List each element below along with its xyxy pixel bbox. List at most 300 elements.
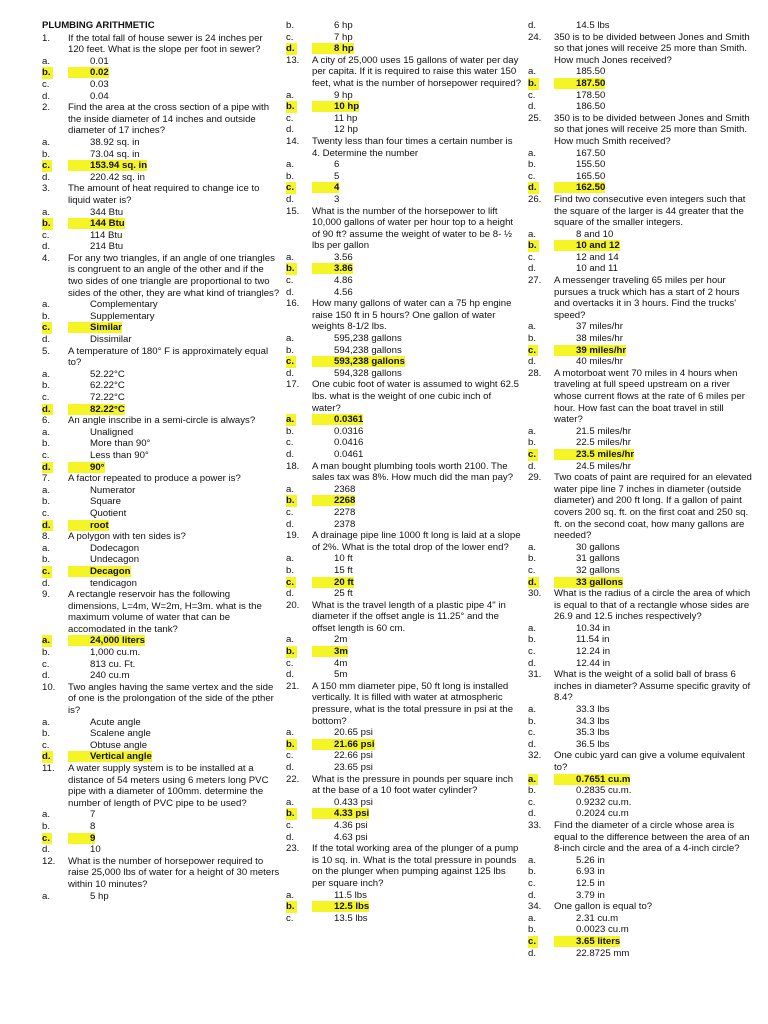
question	[42, 183, 280, 206]
answer-option	[528, 623, 754, 635]
answer-option	[528, 252, 754, 264]
option-text: 14.5 lbs	[576, 20, 610, 31]
option-text: 185.50	[576, 66, 606, 78]
question-text: Two angles having the same vertex and the side of one is the prolongation of the side of the pther is?	[68, 681, 274, 717]
question-block	[42, 531, 280, 589]
option-text: Numerator	[90, 484, 136, 496]
question-number: 31.	[528, 669, 542, 681]
option-letter: b.	[528, 866, 537, 878]
column-2	[286, 20, 522, 924]
answer-option-highlighted	[528, 78, 754, 90]
option-letter: a.	[286, 89, 295, 101]
answer-option	[42, 647, 280, 659]
answer-option	[42, 241, 280, 253]
answer-option	[286, 913, 522, 925]
question	[528, 275, 754, 321]
option-letter: a.	[528, 704, 537, 716]
answer-option-highlighted	[42, 566, 280, 578]
option-text: 10 ft	[334, 553, 353, 565]
option-letter: c.	[42, 565, 51, 577]
question-block	[528, 820, 754, 901]
answer-option	[528, 229, 754, 241]
question-number: 5.	[42, 345, 51, 357]
answer-option	[286, 890, 522, 902]
option-letter: a.	[286, 889, 295, 901]
question-text: A temperature of 180° F is approximately equal to?	[68, 345, 269, 369]
answer-option	[42, 299, 280, 311]
question-number: 18.	[286, 460, 300, 472]
answer-option	[528, 808, 754, 820]
answer-option-highlighted	[42, 67, 280, 79]
question-block	[42, 33, 280, 103]
option-letter: c.	[286, 750, 294, 762]
option-text: 10 and 12	[554, 240, 620, 251]
option-text: 12 and 14	[576, 251, 619, 263]
answer-option	[42, 670, 280, 682]
question	[286, 600, 522, 635]
answer-option	[42, 508, 280, 520]
option-letter: c.	[286, 437, 294, 449]
option-text: 52.22°C	[90, 368, 125, 380]
question-number: 30.	[528, 588, 542, 600]
answer-option	[286, 124, 522, 136]
answer-option	[42, 137, 280, 149]
question-block	[286, 20, 522, 55]
option-text: 344 Btu	[90, 206, 124, 218]
question	[286, 206, 522, 252]
option-letter: a.	[42, 299, 51, 311]
answer-option	[42, 717, 280, 729]
question	[528, 368, 754, 426]
answer-option	[42, 740, 280, 752]
option-letter: b.	[286, 425, 295, 437]
answer-option-highlighted	[42, 520, 280, 532]
answer-option-highlighted	[286, 901, 522, 913]
option-letter: a.	[286, 553, 295, 565]
question-number: 17.	[286, 379, 300, 391]
option-letter: d.	[528, 182, 537, 194]
question	[42, 346, 280, 369]
answer-option	[286, 565, 522, 577]
option-letter: b.	[528, 924, 537, 936]
option-letter: a.	[286, 414, 295, 426]
answer-option	[528, 785, 754, 797]
option-letter: c.	[286, 275, 294, 287]
answer-option-highlighted	[286, 739, 522, 751]
option-text: 0.02	[68, 67, 109, 78]
question	[528, 32, 754, 67]
option-letter: d.	[286, 43, 295, 55]
answer-option	[528, 20, 754, 32]
option-text: Acute angle	[90, 716, 141, 728]
question	[528, 113, 754, 148]
question-text: If the total working area of the plunger of a pump is 10 sq. in. What is the total pressure in pounds on the plunger when pumping against 125 lbs per square inch?	[312, 843, 519, 889]
option-letter: d.	[528, 460, 537, 472]
answer-option	[286, 275, 522, 287]
question	[286, 379, 522, 414]
option-letter: d.	[42, 844, 51, 856]
answer-option-highlighted	[42, 322, 280, 334]
question-text: A city of 25,000 uses 15 gallons of water per day per capita. If it is required to raise this water 150 feet, what is the number of horsepower required?	[312, 54, 522, 89]
answer-option	[286, 32, 522, 44]
option-letter: c.	[42, 832, 51, 844]
option-text: 12.24 in	[576, 646, 611, 658]
option-letter: c.	[42, 78, 50, 90]
option-text: 23.65 psi	[334, 762, 373, 773]
option-text: 595,238 gallons	[334, 333, 402, 345]
answer-option	[42, 496, 280, 508]
answer-option	[286, 669, 522, 681]
option-letter: d.	[286, 588, 295, 600]
answer-option	[286, 159, 522, 171]
question-text: What is the number of horsepower required to raise 25,000 lbs of water for a height of 30 meters within 10 minutes?	[68, 855, 280, 890]
question	[42, 531, 280, 543]
option-letter: b.	[42, 647, 51, 659]
option-text: 165.50	[576, 170, 606, 182]
option-text: Complementary	[90, 299, 158, 311]
answer-option-highlighted	[286, 414, 522, 426]
question-block	[42, 763, 280, 856]
option-text: 3m	[312, 646, 348, 657]
answer-option	[286, 750, 522, 762]
question	[42, 473, 280, 485]
option-text: 4.86	[334, 275, 353, 287]
answer-option	[286, 658, 522, 670]
answer-option-highlighted	[286, 263, 522, 275]
option-letter: a.	[286, 159, 295, 171]
question-text: Find the diameter of a circle whose area is equal to the difference between the area of an 8-inch circle and the area of a 4-inch circle?	[554, 819, 750, 855]
option-letter: c.	[286, 576, 295, 588]
answer-option-highlighted	[286, 646, 522, 658]
question-text: One cubic foot of water is assumed to wight 62.5 lbs. what is the weight of one cubic inch of water?	[312, 379, 519, 414]
question-text: Find two consecutive even integers such that the square of the larger is 44 greater that the square of the smaller integers.	[554, 193, 746, 229]
question-block	[286, 774, 522, 844]
option-text: 4.56	[334, 286, 353, 298]
option-letter: b.	[42, 218, 51, 230]
question-number: 34.	[528, 901, 542, 913]
option-text: 10 hp	[312, 101, 359, 112]
option-text: 33 gallons	[554, 577, 623, 588]
option-letter: a.	[42, 426, 51, 438]
option-letter: d.	[528, 947, 537, 959]
option-text: 3.79 in	[576, 889, 605, 901]
question-text: Find the area at the cross section of a pipe with the inside diameter of 14 inches and outside diameter of 17 inches?	[68, 102, 270, 137]
answer-option	[42, 427, 280, 439]
answer-option	[528, 878, 754, 890]
answer-option-highlighted	[286, 808, 522, 820]
question-number: 11.	[42, 763, 55, 774]
option-text: 0.0316	[334, 425, 364, 437]
option-text: 2378	[334, 518, 356, 530]
answer-option	[528, 356, 754, 368]
option-text: root	[68, 520, 109, 531]
option-text: 0.04	[90, 90, 109, 102]
option-text: 90°	[68, 462, 105, 473]
option-letter: d.	[528, 263, 537, 275]
question-number: 9.	[42, 589, 51, 601]
option-text: 5.26 in	[576, 854, 605, 866]
answer-option	[42, 554, 280, 566]
question-block	[528, 750, 754, 820]
question	[42, 856, 280, 891]
answer-option-highlighted	[42, 218, 280, 230]
option-text: 8 hp	[312, 43, 354, 54]
question-block	[286, 681, 522, 774]
option-letter: b.	[286, 101, 295, 113]
option-text: Dissimilar	[90, 334, 132, 346]
answer-option	[528, 565, 754, 577]
option-text: Decagon	[68, 566, 131, 577]
question-text: One cubic yard can give a volume equivalent to?	[554, 750, 745, 773]
option-text: 5	[334, 170, 340, 182]
option-letter: c.	[528, 796, 536, 808]
answer-option-highlighted	[528, 449, 754, 461]
question-number: 7.	[42, 473, 51, 485]
option-letter: a.	[528, 773, 537, 785]
option-letter: a.	[286, 796, 295, 808]
answer-option	[42, 230, 280, 242]
option-letter: c.	[42, 392, 50, 403]
option-text: Obtuse angle	[90, 739, 148, 751]
answer-option	[42, 809, 280, 821]
option-text: 9 hp	[334, 89, 353, 101]
option-letter: d.	[42, 670, 51, 682]
question	[528, 901, 754, 913]
question	[286, 55, 522, 90]
option-letter: b.	[286, 170, 295, 182]
option-text: 4.36 psi	[334, 819, 368, 831]
option-text: 0.433 psi	[334, 796, 373, 808]
answer-option	[528, 159, 754, 171]
question-text: A drainage pipe line 1000 ft long is laid at a slope of 2%. What is the total drop of the lower end?	[312, 530, 521, 553]
option-text: 167.50	[576, 147, 606, 159]
question-block	[528, 275, 754, 368]
answer-option-highlighted	[286, 356, 522, 368]
question-block	[528, 472, 754, 588]
option-text: 37 miles/hr	[576, 321, 623, 333]
option-letter: b.	[42, 554, 51, 566]
option-letter: a.	[528, 912, 537, 924]
answer-option	[42, 311, 280, 323]
question-block	[42, 253, 280, 346]
option-text: 214 Btu	[90, 241, 124, 253]
question-text: A rectangle reservoir has the following dimensions, L=4m, W=2m, H=3m. what is the maximum volume of water that can be accomodated in the tank?	[68, 589, 262, 635]
answer-option	[528, 148, 754, 160]
option-text: 7 hp	[334, 31, 353, 43]
option-text: 33.3 lbs	[576, 704, 610, 716]
option-text: 5 hp	[90, 890, 109, 902]
answer-option-highlighted	[42, 160, 280, 172]
answer-option-highlighted	[42, 751, 280, 763]
option-letter: d.	[42, 90, 51, 102]
option-letter: c.	[528, 251, 536, 263]
question-number: 27.	[528, 275, 542, 287]
option-text: 3.86	[312, 263, 353, 274]
option-text: 22.5 miles/hr	[576, 437, 631, 449]
option-text: 6 hp	[334, 20, 353, 31]
answer-option	[42, 79, 280, 91]
option-letter: b.	[528, 437, 537, 449]
question	[286, 136, 522, 159]
option-text: Square	[90, 496, 121, 508]
option-letter: a.	[42, 484, 51, 496]
question-text: How many gallons of water can a 75 hp engine raise 150 ft in 5 hours? One gallon of water weights 8-1/2 lbs.	[312, 298, 512, 333]
option-letter: c.	[286, 31, 294, 43]
option-letter: b.	[286, 738, 295, 750]
question-text: Twenty less than four times a certain number is 4. Determine the number	[312, 135, 513, 159]
option-letter: d.	[42, 461, 51, 473]
answer-option	[528, 426, 754, 438]
option-letter: a.	[286, 483, 295, 495]
answer-option	[42, 578, 280, 590]
option-letter: c.	[286, 912, 294, 924]
answer-option	[286, 820, 522, 832]
question	[42, 253, 280, 299]
question-number: 16.	[286, 298, 300, 310]
answer-option	[42, 844, 280, 856]
option-letter: d.	[42, 751, 51, 763]
question-block	[286, 206, 522, 299]
option-text: 594,328 gallons	[334, 367, 402, 379]
question-text: One gallon is equal to?	[554, 901, 653, 913]
answer-option	[528, 716, 754, 728]
option-text: 0.0023 cu.m	[576, 924, 629, 936]
option-text: 34.3 lbs	[576, 715, 610, 727]
question-number: 20.	[286, 599, 300, 611]
question-number: 14.	[286, 135, 300, 147]
option-letter: c.	[42, 449, 50, 461]
option-letter: c.	[528, 564, 536, 576]
question-number: 10.	[42, 681, 56, 693]
answer-option-highlighted	[528, 182, 754, 194]
option-text: Quotient	[90, 507, 127, 519]
option-letter: d.	[42, 519, 51, 531]
option-letter: d.	[528, 101, 537, 113]
question-text: A factor repeated to produce a power is?	[68, 473, 241, 485]
option-text: 7	[90, 809, 96, 821]
option-text: 0.0361	[312, 414, 363, 425]
option-letter: d.	[42, 171, 51, 183]
option-text: 9	[68, 833, 95, 844]
answer-option	[42, 891, 280, 903]
option-letter: d.	[528, 738, 537, 750]
question-number: 24.	[528, 31, 542, 43]
option-letter: d.	[528, 889, 537, 901]
option-letter: a.	[42, 890, 51, 902]
option-text: 0.03	[90, 78, 109, 90]
question	[528, 588, 754, 623]
answer-option-highlighted	[42, 635, 280, 647]
question	[42, 589, 280, 635]
answer-option	[42, 380, 280, 392]
option-letter: b.	[528, 240, 537, 252]
answer-option	[528, 321, 754, 333]
question	[528, 194, 754, 229]
option-text: 15 ft	[334, 564, 353, 576]
option-text: 144 Btu	[68, 218, 125, 229]
answer-option	[528, 90, 754, 102]
answer-option-highlighted	[528, 345, 754, 357]
option-text: 12.5 in	[576, 877, 605, 889]
option-text: 162.50	[554, 182, 605, 193]
question	[286, 681, 522, 727]
option-letter: d.	[42, 334, 51, 346]
question	[286, 843, 522, 889]
answer-option	[286, 113, 522, 125]
answer-option	[42, 485, 280, 497]
question-number: 6.	[42, 415, 51, 427]
answer-option	[528, 553, 754, 565]
option-letter: a.	[286, 727, 295, 739]
option-text: Less than 90°	[90, 449, 149, 461]
question-text: 350 is to be divided between Jones and Smith so that jones will receive 25 more than Smith. How much Smith received?	[554, 112, 750, 147]
option-text: 40 miles/hr	[576, 356, 623, 368]
option-text: 21.66 psi	[312, 739, 375, 750]
answer-option-highlighted	[42, 833, 280, 845]
question	[42, 682, 280, 717]
option-text: 5m	[334, 669, 348, 681]
question-text: A 150 mm diameter pipe, 50 ft long is installed vertically. It is filled with water at atmospheric pressure, what is the total pressure in psi at the bottom?	[312, 680, 514, 727]
question-text: A water supply system is to be installed at a distance of 54 meters using 6 meters long PVC pipe with a diameter of 100mm. determine the number of length of PVC pipe to be used?	[68, 763, 269, 809]
option-text: 2368	[334, 483, 356, 495]
question-block	[528, 32, 754, 113]
answer-option	[42, 659, 280, 671]
question-number: 8.	[42, 531, 51, 543]
option-letter: d.	[286, 193, 295, 205]
question-block	[528, 194, 754, 275]
answer-option-highlighted	[42, 404, 280, 416]
option-letter: c.	[286, 819, 294, 831]
option-text: 39 miles/hr	[554, 345, 626, 356]
column-1	[42, 20, 280, 902]
option-letter: a.	[42, 635, 51, 647]
option-letter: d.	[286, 669, 295, 681]
question-text: What is the number of the horsepower to lift 10,000 gallons of water per hour top to a height of 90 ft? assume the weight of water to be 8- ½ lbs per gallon	[312, 205, 514, 252]
option-text: 593,238 gallons	[312, 356, 405, 367]
answer-option	[286, 333, 522, 345]
answer-option-highlighted	[286, 182, 522, 194]
option-letter: a.	[528, 425, 537, 437]
answer-option	[528, 101, 754, 113]
option-letter: d.	[42, 577, 51, 589]
option-text: 11.54 in	[576, 634, 610, 646]
option-text: 0.0461	[334, 448, 364, 460]
question-text: Two coats of paint are required for an elevated water pipe line 7 inches in diameter (outside diameter) and 200 ft long. If a gallon of paint covers 200 sq. ft. on the first coat and 250 sq. ft. on the second coat, how many gallons are needed?	[554, 472, 752, 542]
question-block	[528, 20, 754, 32]
option-letter: a.	[286, 251, 295, 263]
option-text: 114 Btu	[90, 229, 123, 241]
answer-option	[42, 728, 280, 740]
answer-option	[286, 287, 522, 299]
option-text: 2268	[312, 495, 355, 506]
option-text: 220.42 sq. in	[90, 171, 145, 183]
option-letter: b.	[528, 159, 537, 171]
option-letter: b.	[286, 901, 295, 913]
question	[528, 750, 754, 773]
option-letter: d.	[286, 762, 295, 773]
option-text: 38 miles/hr	[576, 333, 623, 345]
question	[42, 33, 280, 56]
question-block	[42, 346, 280, 416]
option-letter: b.	[42, 496, 51, 508]
option-letter: a.	[286, 634, 295, 646]
question-text: A polygon with ten sides is?	[68, 531, 186, 543]
option-letter: a.	[42, 206, 51, 218]
question-number: 13.	[286, 54, 300, 66]
answer-option	[528, 855, 754, 867]
option-letter: c.	[528, 646, 536, 658]
option-text: 12.5 lbs	[312, 901, 369, 912]
